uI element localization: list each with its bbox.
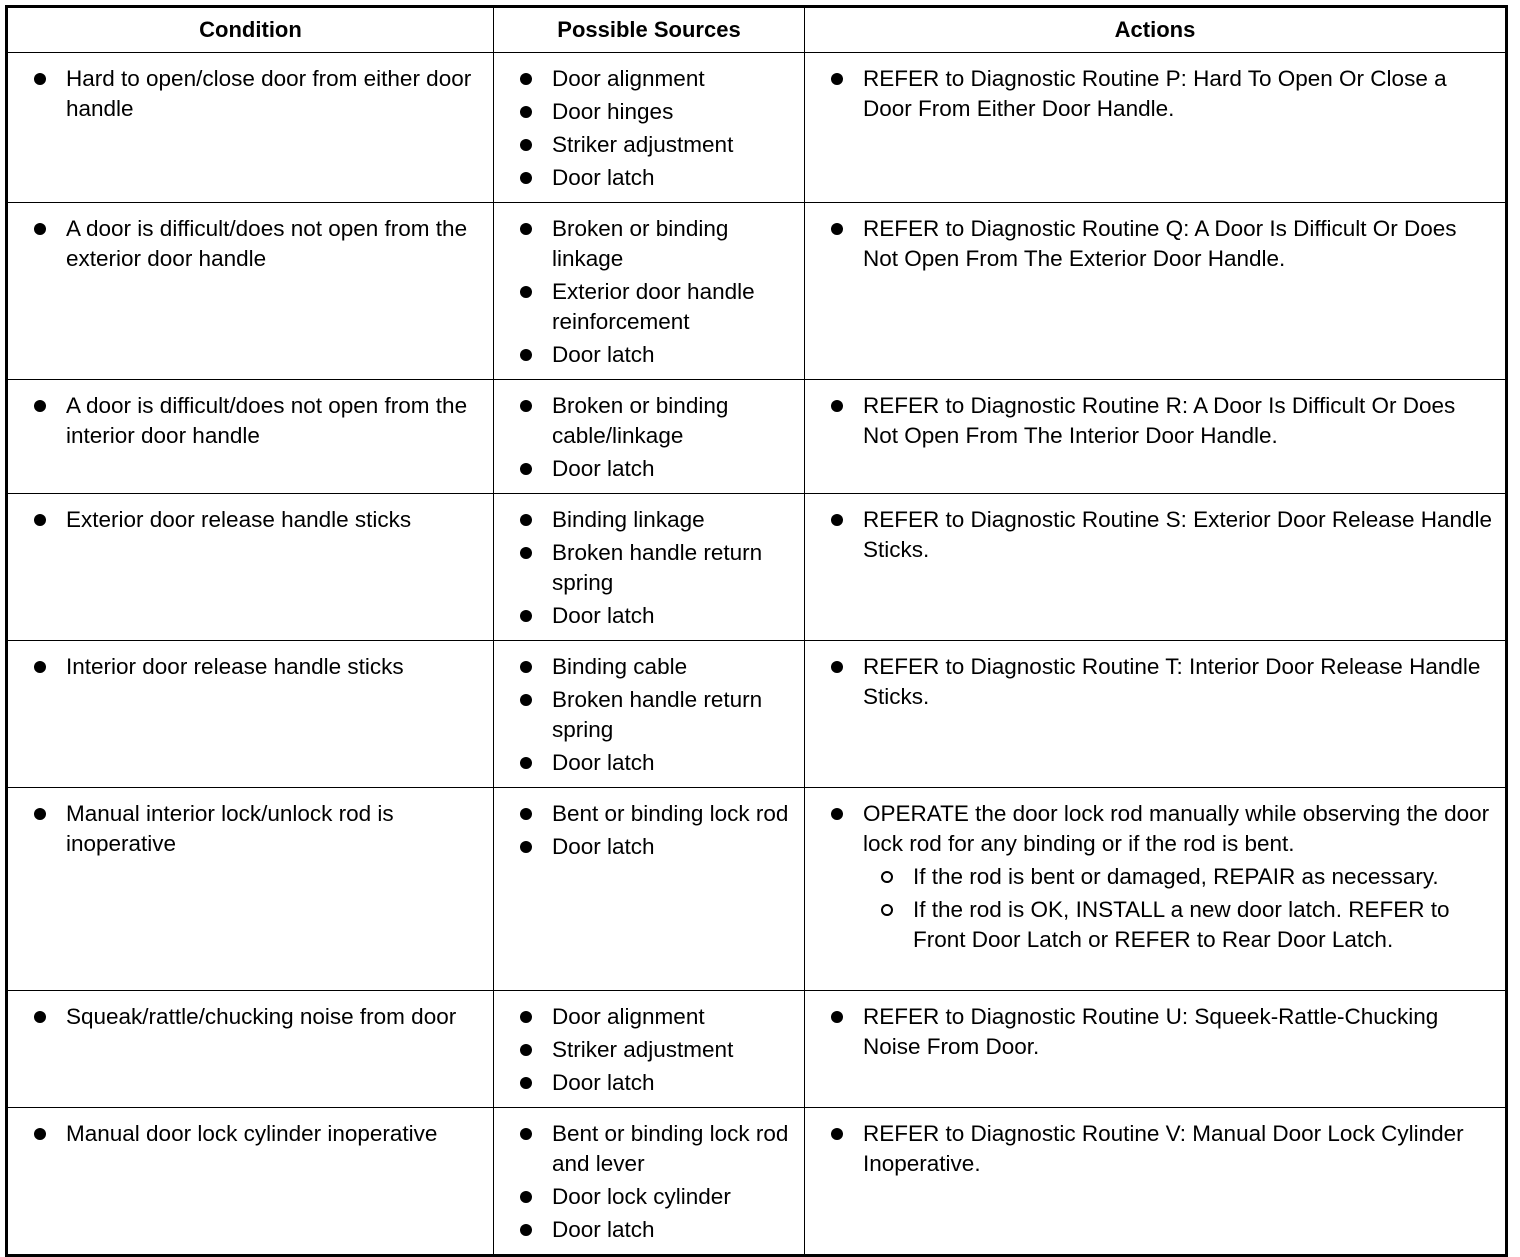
condition-item: Exterior door release handle sticks (28, 505, 483, 535)
source-item: Door latch (514, 832, 794, 862)
actions-cell (805, 203, 1507, 380)
source-item: Door latch (514, 340, 794, 370)
action-text: REFER to Diagnostic Routine Q: A Door Is Difficult Or Does Not Open From The Exterior Door Handle. (863, 216, 1457, 271)
table-row (7, 1108, 1507, 1256)
sources-list (514, 505, 794, 631)
header-possible-sources: Possible Sources (494, 7, 805, 53)
actions-cell (805, 788, 1507, 991)
actions-cell (805, 991, 1507, 1108)
source-item: Door latch (514, 601, 794, 631)
sources-cell (494, 641, 805, 788)
sources-list (514, 64, 794, 193)
action-text: REFER to Diagnostic Routine S: Exterior Door Release Handle Sticks. (863, 507, 1493, 562)
sources-cell (494, 53, 805, 203)
condition-item: Squeak/rattle/chucking noise from door (28, 1002, 483, 1032)
table-row (7, 788, 1507, 991)
source-item: Exterior door handle reinforcement (514, 277, 794, 337)
condition-item: Interior door release handle sticks (28, 652, 483, 682)
condition-cell (7, 1108, 494, 1256)
actions-list (825, 652, 1495, 712)
source-item: Door latch (514, 748, 794, 778)
condition-list (28, 799, 483, 859)
actions-cell (805, 1108, 1507, 1256)
actions-list (825, 1119, 1495, 1179)
actions-cell (805, 641, 1507, 788)
source-item: Striker adjustment (514, 130, 794, 160)
sources-list (514, 799, 794, 862)
actions-cell (805, 380, 1507, 494)
sources-list (514, 1119, 794, 1245)
condition-list (28, 652, 483, 682)
actions-cell (805, 494, 1507, 641)
action-text: REFER to Diagnostic Routine U: Squeek-Rattle-Chucking Noise From Door. (863, 1004, 1439, 1059)
sources-cell (494, 991, 805, 1108)
action-text: REFER to Diagnostic Routine T: Interior Door Release Handle Sticks. (863, 654, 1481, 709)
action-sublist (863, 862, 1495, 955)
sources-list (514, 652, 794, 778)
action-item (825, 214, 1495, 274)
header-condition: Condition (7, 7, 494, 53)
condition-cell (7, 991, 494, 1108)
source-item: Binding cable (514, 652, 794, 682)
action-item (825, 799, 1495, 955)
diagnostic-table (5, 5, 1508, 1257)
actions-list (825, 1002, 1495, 1062)
actions-list (825, 214, 1495, 274)
source-item: Bent or binding lock rod and lever (514, 1119, 794, 1179)
action-item (825, 1002, 1495, 1062)
table-row (7, 53, 1507, 203)
source-item: Binding linkage (514, 505, 794, 535)
source-item: Door hinges (514, 97, 794, 127)
table-row (7, 203, 1507, 380)
source-item: Bent or binding lock rod (514, 799, 794, 829)
sources-list (514, 214, 794, 370)
source-item: Door alignment (514, 64, 794, 94)
sources-cell (494, 203, 805, 380)
action-item (825, 1119, 1495, 1179)
sources-cell (494, 788, 805, 991)
source-item: Broken or binding cable/linkage (514, 391, 794, 451)
sources-cell (494, 1108, 805, 1256)
actions-list (825, 64, 1495, 124)
condition-list (28, 1119, 483, 1149)
condition-cell (7, 380, 494, 494)
source-item: Door latch (514, 1215, 794, 1245)
sources-cell (494, 494, 805, 641)
sources-list (514, 1002, 794, 1098)
condition-list (28, 214, 483, 274)
condition-item: A door is difficult/does not open from the interior door handle (28, 391, 483, 451)
action-item (825, 505, 1495, 565)
action-item (825, 64, 1495, 124)
condition-cell (7, 641, 494, 788)
actions-list (825, 799, 1495, 955)
action-subitem: If the rod is OK, INSTALL a new door latch. REFER to Front Door Latch or REFER to Rear Door Latch. (863, 895, 1495, 955)
source-item: Broken handle return spring (514, 538, 794, 598)
source-item: Door latch (514, 454, 794, 484)
action-text: OPERATE the door lock rod manually while observing the door lock rod for any binding or if the rod is bent. (863, 801, 1490, 856)
header-actions: Actions (805, 7, 1507, 53)
table-row (7, 641, 1507, 788)
condition-cell (7, 494, 494, 641)
action-text: REFER to Diagnostic Routine V: Manual Door Lock Cylinder Inoperative. (863, 1121, 1464, 1176)
condition-cell (7, 53, 494, 203)
condition-list (28, 64, 483, 124)
action-item (825, 391, 1495, 451)
table-row (7, 991, 1507, 1108)
actions-cell (805, 53, 1507, 203)
action-text: REFER to Diagnostic Routine P: Hard To Open Or Close a Door From Either Door Handle. (863, 66, 1447, 121)
table-row (7, 494, 1507, 641)
source-item: Door latch (514, 163, 794, 193)
source-item: Striker adjustment (514, 1035, 794, 1065)
condition-list (28, 391, 483, 451)
action-text: REFER to Diagnostic Routine R: A Door Is Difficult Or Does Not Open From The Interior Door Handle. (863, 393, 1456, 448)
source-item: Broken handle return spring (514, 685, 794, 745)
condition-list (28, 505, 483, 535)
actions-list (825, 391, 1495, 451)
condition-item: Manual interior lock/unlock rod is inoperative (28, 799, 483, 859)
condition-item: Manual door lock cylinder inoperative (28, 1119, 483, 1149)
source-item: Door latch (514, 1068, 794, 1098)
actions-list (825, 505, 1495, 565)
condition-item: Hard to open/close door from either door handle (28, 64, 483, 124)
table-row (7, 380, 1507, 494)
action-subitem: If the rod is bent or damaged, REPAIR as necessary. (863, 862, 1495, 892)
header-row (7, 7, 1507, 53)
condition-cell (7, 203, 494, 380)
source-item: Door lock cylinder (514, 1182, 794, 1212)
sources-cell (494, 380, 805, 494)
sources-list (514, 391, 794, 484)
source-item: Broken or binding linkage (514, 214, 794, 274)
action-item (825, 652, 1495, 712)
source-item: Door alignment (514, 1002, 794, 1032)
condition-list (28, 1002, 483, 1032)
condition-cell (7, 788, 494, 991)
condition-item: A door is difficult/does not open from the exterior door handle (28, 214, 483, 274)
